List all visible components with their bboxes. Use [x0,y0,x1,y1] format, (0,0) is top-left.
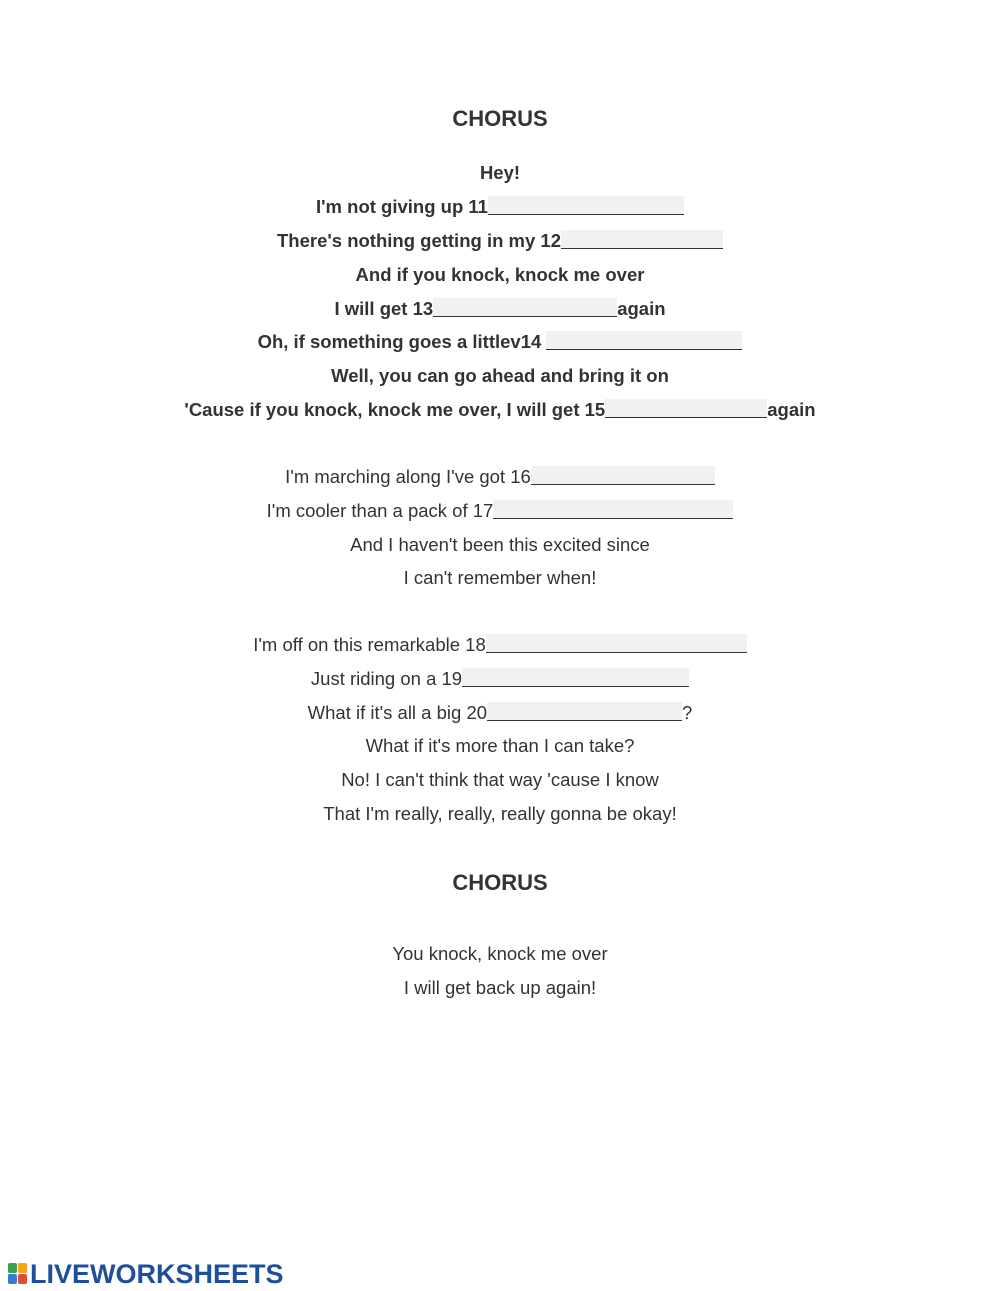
answer-blank-11[interactable] [488,196,684,215]
lyric-text: You knock, knock me over [392,943,608,964]
lyric-line [0,567,1000,589]
lyric-line [0,264,1000,286]
lyric-text: again [617,298,666,319]
lyric-text: ? [682,702,693,723]
lyric-line [0,943,1000,965]
lyric-text: Well, you can go ahead and bring it on [331,365,669,386]
lyric-text: That I'm really, really, really gonna be okay! [323,803,677,824]
chorus-heading: CHORUS [452,106,548,131]
answer-blank-19[interactable] [462,668,689,687]
lyric-text: Oh, if something goes a littlev14 [257,331,547,352]
answer-blank-17[interactable] [493,500,733,519]
lyric-text: Just riding on a 19 [310,668,463,689]
lyric-text: 'Cause if you knock, knock me over, I will get 15 [184,399,606,420]
lyric-line [0,500,1000,522]
answer-blank-12[interactable] [561,230,723,249]
lyric-line [0,466,1000,488]
liveworksheets-logo [8,1260,284,1288]
lyric-text: No! I can't think that way 'cause I know [341,769,659,790]
answer-blank-15[interactable] [605,399,767,418]
lyric-text: I will get 13 [334,298,434,319]
lyric-line [0,162,1000,184]
answer-blank-16[interactable] [531,466,715,485]
lyric-line [0,634,1000,656]
liveworksheets-logo-icon [8,1263,28,1285]
lyric-line [0,399,1000,421]
lyric-text: And if you knock, knock me over [355,264,645,285]
lyric-line [0,331,1000,353]
lyric-line [0,803,1000,825]
answer-blank-20[interactable] [487,702,682,721]
lyric-line [0,534,1000,556]
lyric-text: There's nothing getting in my 12 [277,230,561,251]
lyric-line [0,977,1000,999]
lyric-text: I can't remember when! [403,567,597,588]
lyric-text: I will get back up again! [403,977,597,998]
lyric-line [0,196,1000,218]
lyric-line [0,298,1000,320]
lyric-text: What if it's more than I can take? [365,735,635,756]
lyric-text: I'm cooler than a pack of 17 [266,500,494,521]
lyric-line [0,769,1000,791]
lyric-text: I'm off on this remarkable 18 [253,634,486,655]
chorus-heading: CHORUS [452,870,548,895]
lyric-line [0,230,1000,252]
lyric-line [0,365,1000,387]
lyric-text: I'm not giving up 11 [316,196,488,217]
lyric-text: What if it's all a big 20 [307,702,488,723]
lyric-line [0,702,1000,724]
lyric-text: again [767,399,816,420]
lyric-text: I'm marching along I've got 16 [285,466,531,487]
lyric-text: And I haven't been this excited since [350,534,650,555]
answer-blank-13[interactable] [433,298,617,317]
lyric-text: Hey! [479,162,521,183]
answer-blank-18[interactable] [486,634,747,653]
brand-name: LIVEWORKSHEETS [30,1258,284,1289]
answer-blank-14[interactable] [546,331,742,350]
lyric-line [0,668,1000,690]
lyric-line [0,735,1000,757]
